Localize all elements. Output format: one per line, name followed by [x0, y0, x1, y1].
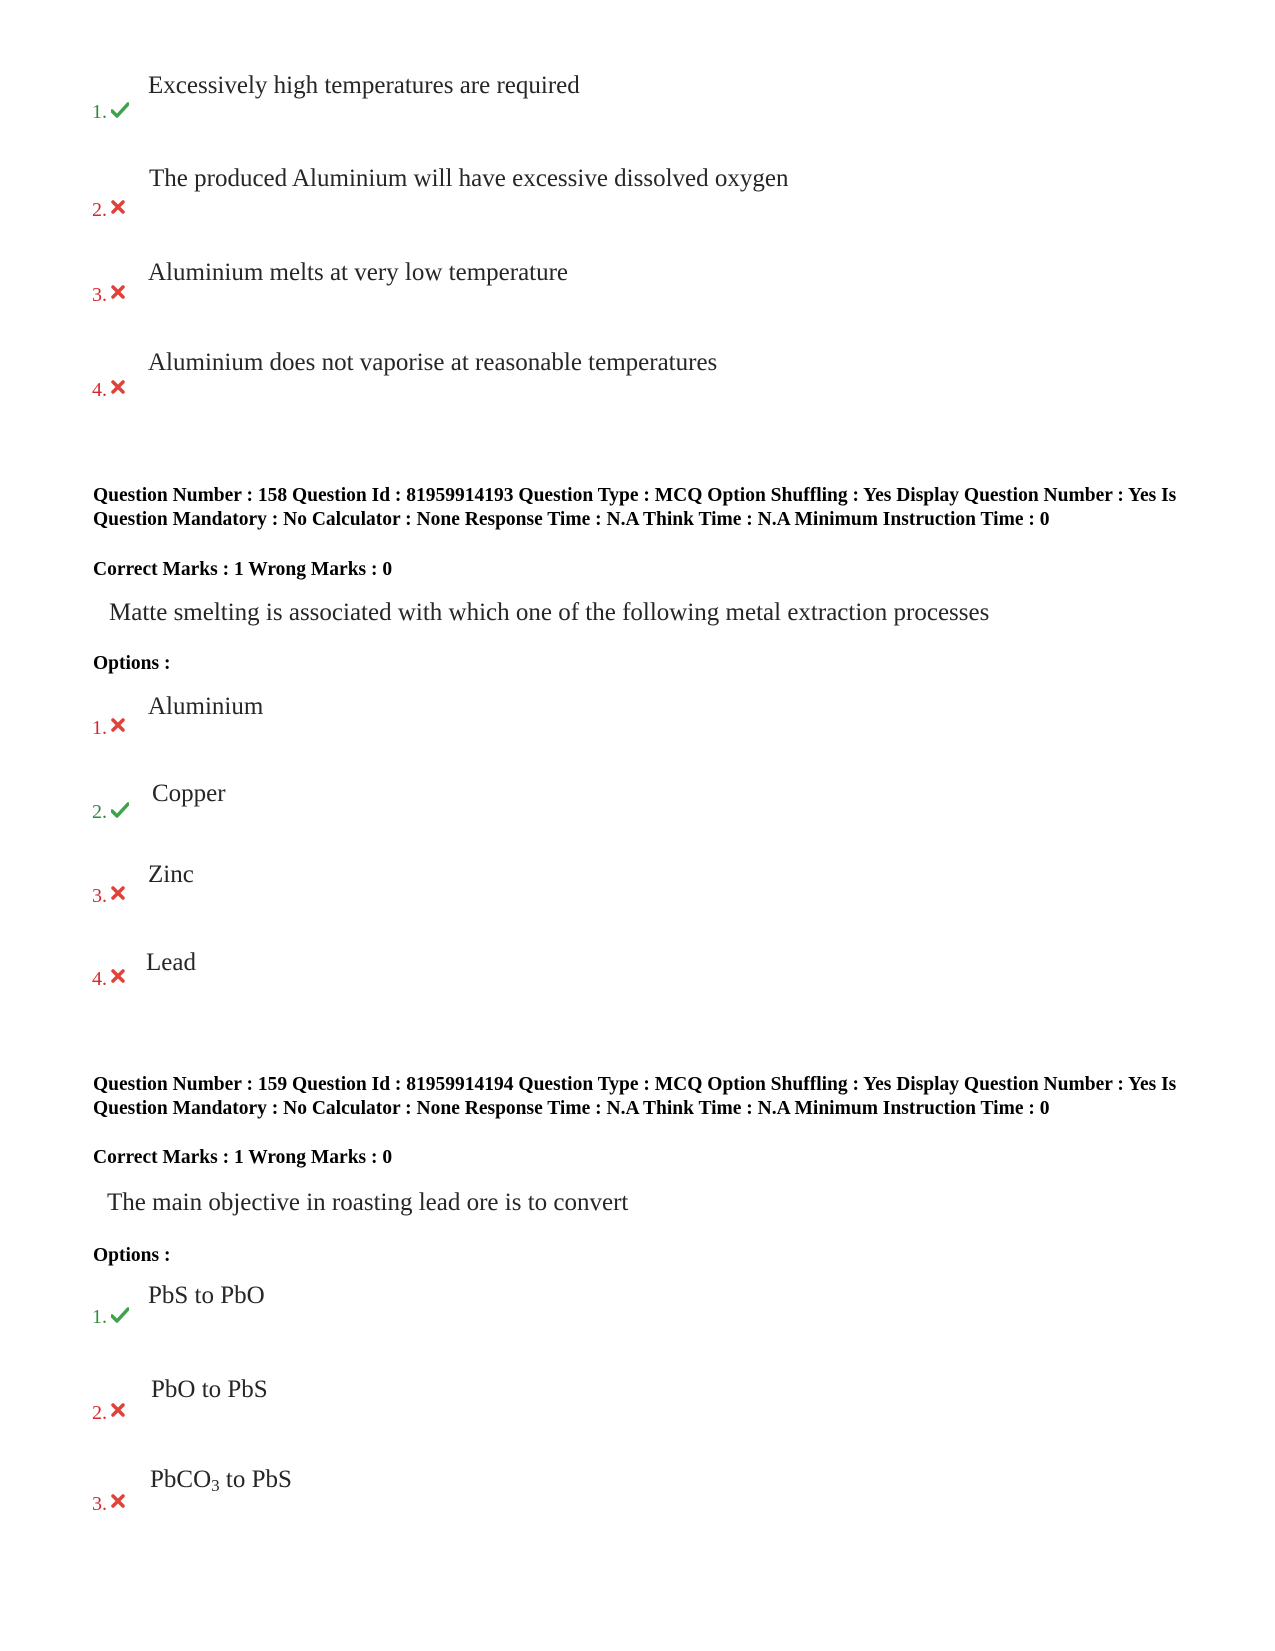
option-1-text: Excessively high temperatures are required [148, 72, 580, 99]
option-2-text: The produced Aluminium will have excessive dissolved oxygen [149, 165, 789, 192]
question-159-options-label: Options : [93, 1245, 171, 1266]
option-number-label: 3. [92, 1493, 107, 1515]
formula-part: to PbS [219, 1466, 292, 1493]
check-icon [111, 802, 129, 818]
option-1-text: Aluminium [148, 693, 264, 720]
option-number-label: 2. [92, 1402, 107, 1424]
option-4-text: Lead [146, 949, 196, 976]
option-3-text: Zinc [148, 861, 194, 888]
option-2-text: PbO to PbS [151, 1376, 268, 1403]
option-number-label: 1. [92, 1306, 107, 1328]
cross-icon [111, 1403, 125, 1417]
option-2-number [92, 1403, 125, 1423]
question-158-text: Matte smelting is associated with which one of the following metal extraction processes [109, 599, 990, 626]
option-3-text [150, 1466, 292, 1495]
option-2-text: Copper [152, 780, 226, 807]
option-3-text: Aluminium melts at very low temperature [148, 259, 569, 286]
option-4-number [92, 380, 125, 400]
question-159-marks: Correct Marks : 1 Wrong Marks : 0 [93, 1147, 393, 1168]
option-3-number [92, 886, 125, 906]
option-1-number [92, 102, 129, 122]
option-1-number [92, 718, 125, 738]
question-158-marks: Correct Marks : 1 Wrong Marks : 0 [93, 559, 393, 580]
option-number-label: 3. [92, 885, 107, 907]
option-2-number [92, 200, 125, 220]
question-158-options-label: Options : [93, 653, 171, 674]
option-number-label: 1. [92, 101, 107, 123]
option-4-number [92, 969, 125, 989]
check-icon [111, 102, 129, 118]
cross-icon [111, 380, 125, 394]
option-4-text: Aluminium does not vaporise at reasonable temperatures [148, 349, 718, 376]
cross-icon [111, 886, 125, 900]
option-1-number [92, 1307, 129, 1327]
question-158-meta: Question Number : 158 Question Id : 81959914193 Question Type : MCQ Option Shuffling : Yes Display Question Number : Yes Is Question Mandatory : No Calculator : None Response Time : N.A Think Time : N.A Minimum Instruction Time : 0 [93, 485, 1177, 530]
option-number-label: 2. [92, 801, 107, 823]
question-159-meta: Question Number : 159 Question Id : 81959914194 Question Type : MCQ Option Shuffling : Yes Display Question Number : Yes Is Question Mandatory : No Calculator : None Response Time : N.A Think Time : N.A Minimum Instruction Time : 0 [93, 1074, 1177, 1119]
option-number-label: 2. [92, 199, 107, 221]
cross-icon [111, 969, 125, 983]
option-3-number [92, 285, 125, 305]
option-1-text: PbS to PbO [148, 1282, 265, 1309]
cross-icon [111, 718, 125, 732]
check-icon [111, 1307, 129, 1323]
formula-part: PbCO [150, 1466, 212, 1493]
formula-subscript: 3 [211, 1476, 220, 1495]
option-number-label: 4. [92, 968, 107, 990]
option-3-number [92, 1494, 125, 1514]
cross-icon [111, 1494, 125, 1508]
option-number-label: 1. [92, 717, 107, 739]
option-number-label: 3. [92, 284, 107, 306]
question-159-text: The main objective in roasting lead ore is to convert [107, 1189, 629, 1216]
cross-icon [111, 285, 125, 299]
option-number-label: 4. [92, 379, 107, 401]
option-2-number [92, 802, 129, 822]
cross-icon [111, 200, 125, 214]
